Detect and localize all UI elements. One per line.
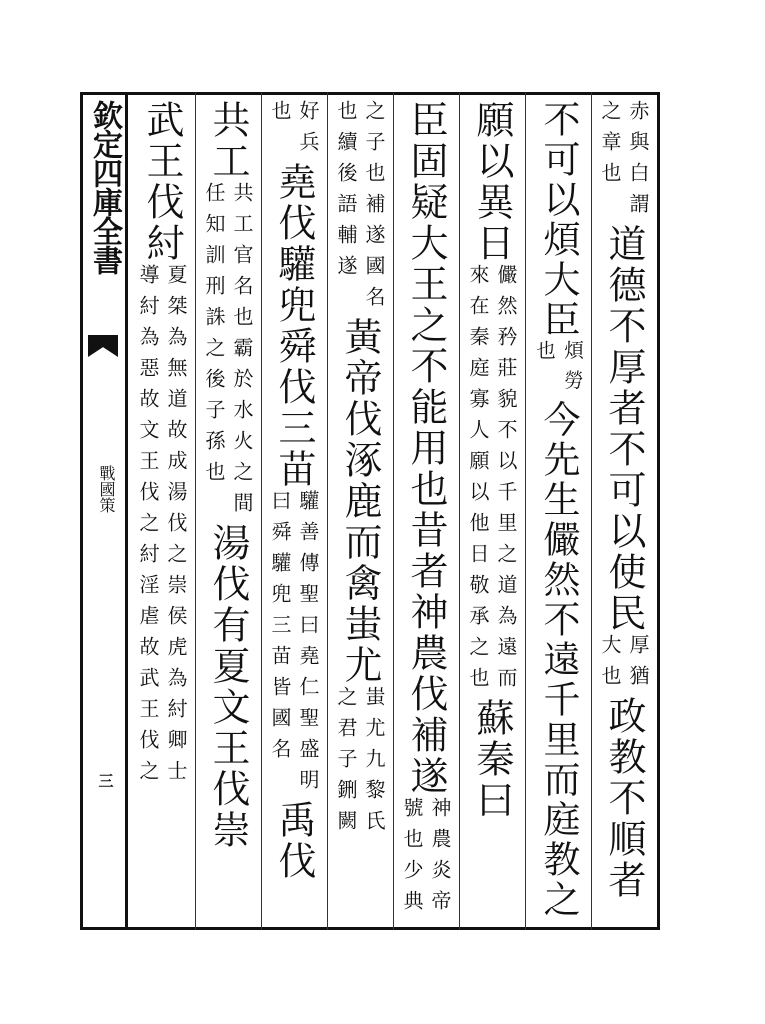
main-text: 政教不順者 xyxy=(602,696,646,901)
main-text: 不可以煩大臣 xyxy=(537,100,580,340)
commentary-line: 之子也補遂國名 xyxy=(362,100,386,317)
commentary-note xyxy=(261,490,327,800)
commentary-line: 好兵 xyxy=(296,100,320,162)
main-text: 湯伐有夏文王伐崇 xyxy=(206,523,250,851)
commentary-line: 儼然矜莊貌不以千里之道為遠而 xyxy=(494,264,518,698)
commentary-note xyxy=(129,264,195,791)
column-divider xyxy=(591,92,592,930)
commentary-line: 之章也 xyxy=(598,100,622,193)
main-text: 願以異日 xyxy=(470,100,514,264)
column-divider xyxy=(393,92,394,930)
text-column xyxy=(195,100,261,920)
text-column xyxy=(591,100,657,920)
column-divider xyxy=(261,92,262,930)
commentary-line: 來在秦庭寡人願以他日敬承之也 xyxy=(466,264,490,698)
commentary-note xyxy=(261,100,327,162)
commentary-line: 赤與白謂 xyxy=(626,100,650,224)
commentary-line: 夏桀為無道故成湯伐之崇侯虎為紂卿士 xyxy=(164,264,188,791)
commentary-line: 也 xyxy=(533,340,556,370)
book-title: 戰國策 xyxy=(97,465,116,513)
commentary-line: 神農炎帝 xyxy=(428,797,452,921)
commentary-line: 煩勞 xyxy=(561,340,584,400)
column-divider xyxy=(327,92,328,930)
column-divider xyxy=(525,92,526,930)
commentary-line: 也續後語輔遂 xyxy=(334,100,358,286)
commentary-note xyxy=(327,686,393,841)
main-text: 禹伐 xyxy=(272,800,316,882)
commentary-line: 號也少典 xyxy=(400,797,424,921)
text-column xyxy=(261,100,327,920)
main-text: 臣固疑大王之不能用也昔者神農伐補遂 xyxy=(404,100,448,797)
commentary-line: 任知訓刑誅之後子孫也 xyxy=(202,182,226,492)
commentary-note xyxy=(195,182,261,523)
main-text: 堯伐驩兜舜伐三苗 xyxy=(272,162,316,490)
commentary-note xyxy=(327,100,393,317)
main-text: 武王伐紂 xyxy=(140,100,184,264)
column-divider xyxy=(459,92,460,930)
commentary-line: 大也 xyxy=(598,634,622,696)
text-column xyxy=(129,100,195,920)
commentary-line: 也 xyxy=(268,100,292,131)
commentary-note xyxy=(591,100,657,224)
commentary-note xyxy=(459,264,525,698)
text-column xyxy=(525,100,591,920)
commentary-line: 之君子鉶闕 xyxy=(334,686,358,841)
commentary-line: 厚猶 xyxy=(626,634,650,696)
commentary-line: 蚩尤九黎氏 xyxy=(362,686,386,841)
commentary-line: 曰舜驩兜三苗皆國名 xyxy=(268,490,292,769)
commentary-note xyxy=(525,340,591,400)
commentary-note xyxy=(591,634,657,696)
commentary-line: 共工官名也霸於水火之間 xyxy=(230,182,254,523)
library-title: 欽定四庫全書 xyxy=(87,100,122,274)
folio-number: 三 xyxy=(98,772,114,790)
commentary-note xyxy=(393,797,459,921)
main-text: 道德不厚者不可以使民 xyxy=(602,224,646,634)
main-text: 今先生儼然不遠千里而庭教之 xyxy=(537,400,580,920)
commentary-line: 導紂為惡故文王伐之紂淫虐故武王伐之 xyxy=(136,264,160,791)
text-column xyxy=(459,100,525,920)
column-divider xyxy=(195,92,196,930)
main-text: 黃帝伐涿鹿而禽蚩尤 xyxy=(338,317,382,686)
main-text: 蘇秦曰 xyxy=(470,698,514,821)
text-column xyxy=(327,100,393,920)
main-text: 共工 xyxy=(206,100,250,182)
commentary-line: 驩善傳聖曰堯仁聖盛明 xyxy=(296,490,320,800)
text-column xyxy=(393,100,459,920)
